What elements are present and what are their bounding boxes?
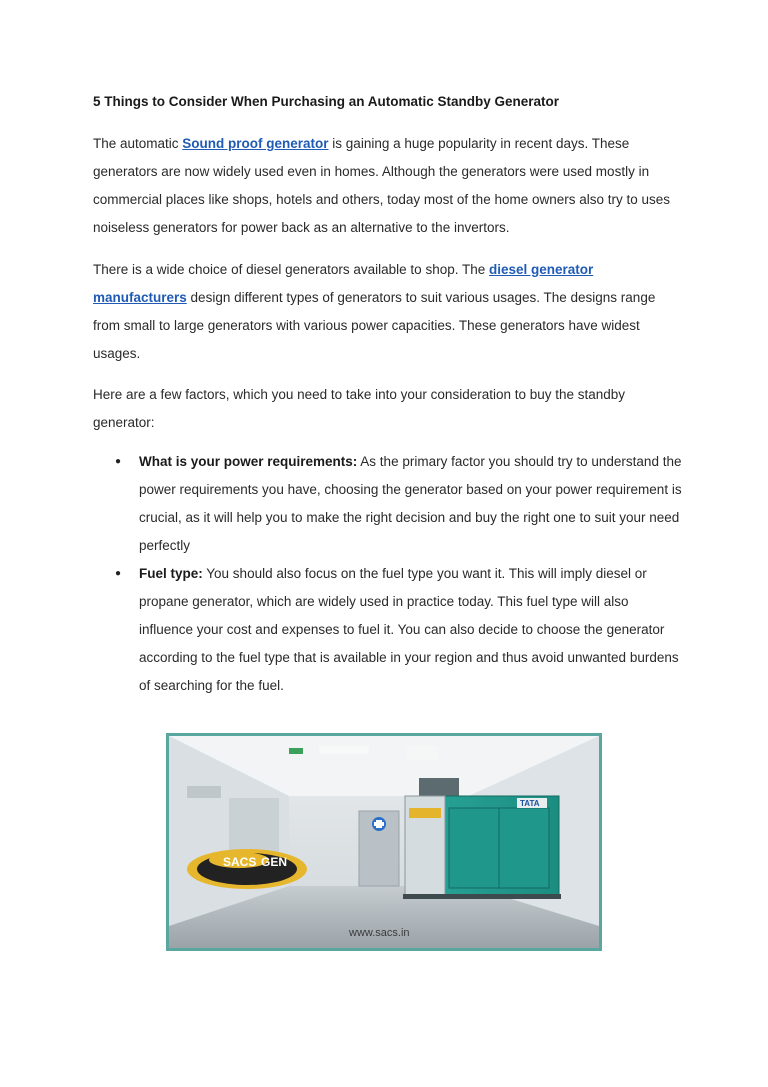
list-item: [93, 448, 683, 560]
paragraph-text: is gaining a huge popularity in recent days. These generators are now widely used even in homes. Although the generators were used mostly in commercial places like shops, hotels and others, today most of the home owners also try to uses noiseless generators for power back as an alternative to the invertors.: [93, 136, 671, 235]
list-item-text: You should also focus on the fuel type you want it. This will imply diesel or propane generator, which are widely used in practice today. This fuel type will also influence your cost and expenses to fuel it. You can also decide to choose the generator according to the fuel type that is available in your region and thus avoid unwanted burdens of searching for the fuel.: [139, 566, 679, 693]
bullet-icon: ●: [115, 456, 122, 467]
paragraph-text: design different types of generators to suit various usages. The designs range from small to large generators with various power capacities. These generators have widest usages.: [93, 290, 656, 361]
paragraph-text: The automatic: [93, 136, 183, 151]
paragraph-factors: Here are a few factors, which you need to take into your consideration to buy the standby generator:: [93, 387, 626, 430]
list-item-text: As the primary factor you should try to understand the power requirements you have, choosing the generator based on your power requirement is crucial, as it will help you to make the right decision and buy the right one to suit your need perfectly: [139, 454, 682, 553]
diesel-generator-manufacturers-link[interactable]: diesel generator manufacturers: [93, 262, 594, 305]
list-item: [93, 560, 683, 700]
paragraph-manufacturers: [93, 256, 683, 368]
tata-brand-text: TATA: [520, 799, 540, 808]
gen-logo-text: GEN: [261, 855, 288, 869]
page-title: 5 Things to Consider When Purchasing an Automatic Standby Generator: [93, 94, 560, 109]
sound-proof-generator-link[interactable]: Sound proof generator: [182, 136, 329, 151]
generator-photo: [166, 733, 602, 951]
list-item-label: What is your power requirements:: [139, 454, 358, 469]
paragraph-intro: [93, 130, 683, 242]
paragraph-text: There is a wide choice of diesel generators available to shop. The: [93, 262, 489, 277]
bullet-icon: ●: [115, 568, 122, 579]
factor-list: [93, 448, 683, 700]
website-url-text: www.sacs.in: [349, 927, 410, 939]
sacs-logo-text: SACS: [223, 855, 257, 869]
list-item-label: Fuel type:: [139, 566, 203, 581]
generator-illustration: [169, 736, 599, 948]
